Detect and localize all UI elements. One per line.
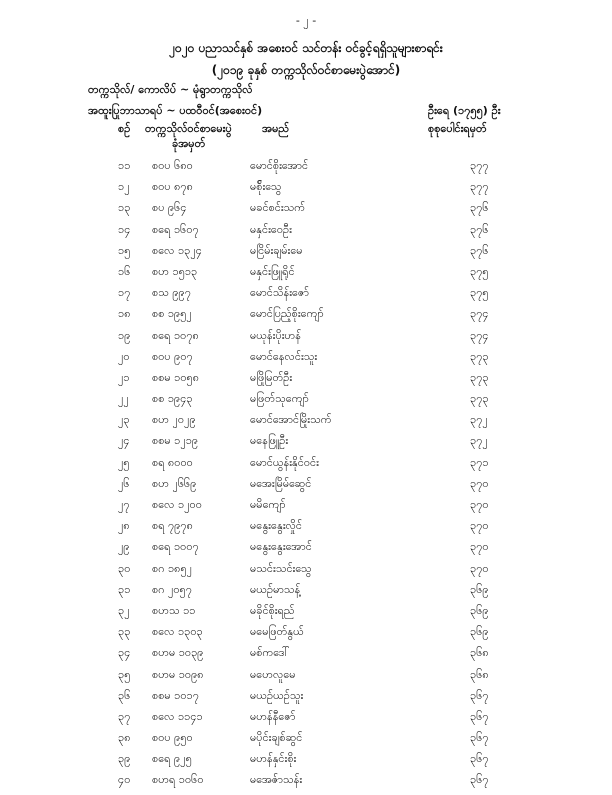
row-code: စဟ ၂၀၂၉ xyxy=(152,413,196,427)
row-no: ၃၆ xyxy=(118,688,131,702)
row-code: စစမ ၁၀၅၈ xyxy=(152,370,200,384)
row-score: ၃၇၃ xyxy=(470,349,489,363)
row-name: မနွေးနွေးအောင် xyxy=(250,540,312,554)
table-row xyxy=(0,456,612,477)
row-no: ၃၂ xyxy=(118,603,130,617)
document-subtitle: (၂၀၁၉ ခုနှစ် တက္ကသိုလ်ဝင်စာမေးပွဲအောင်) xyxy=(211,63,401,77)
row-name: မခိုင်စိုးရည် xyxy=(250,603,295,617)
row-code: စဝပ ၆၈၀ xyxy=(152,159,193,172)
row-name: မနှင်းဖြူရိုင် xyxy=(250,264,295,278)
row-score: ၃၆၇ xyxy=(470,773,489,787)
table-row xyxy=(0,773,612,794)
row-no: ၂၀ xyxy=(118,349,130,363)
row-code: စစ ၁၉၅၂ xyxy=(152,307,192,321)
row-code: စဟသ ၁၁ xyxy=(152,603,196,617)
row-score: ၃၇၃ xyxy=(470,370,489,384)
row-no: ၂၂ xyxy=(118,392,129,406)
row-no: ၂၉ xyxy=(118,540,130,554)
row-code: စရေ ၁၀၀၇ xyxy=(152,540,199,554)
row-no: ၁၆ xyxy=(118,264,131,278)
row-name: မဟန်နီဇော် xyxy=(250,709,296,723)
row-name: မောင်သိန်းဇော် xyxy=(250,286,310,300)
results-table xyxy=(0,159,612,795)
row-code: စဟမ ၁၀၃၉ xyxy=(152,646,204,660)
row-name: မယဉ်ယဉ်သူး xyxy=(250,688,304,702)
table-row xyxy=(0,180,612,201)
header-no: စဉ် xyxy=(118,122,131,135)
table-row xyxy=(0,689,612,710)
row-score: ၃၇၇ xyxy=(470,159,489,172)
row-no: ၂၈ xyxy=(118,519,130,533)
row-no: ၂၆ xyxy=(118,476,130,490)
row-no: ၁၇ xyxy=(118,286,131,300)
row-no: ၃၉ xyxy=(118,752,131,766)
row-name: မစ်ကဒေါ် xyxy=(250,646,290,660)
row-score: ၃၆၈ xyxy=(470,646,489,660)
row-code: စဂ ၁၈၅၂ xyxy=(152,561,193,575)
table-row xyxy=(0,329,612,350)
row-name: မနှင်းဝေဦး xyxy=(250,222,292,236)
row-code: စရေ ၁၀၇၈ xyxy=(152,328,199,342)
row-name: မနွေးနွေးလှိုင် xyxy=(250,519,303,533)
row-no: ၁၃ xyxy=(118,201,131,215)
table-row xyxy=(0,498,612,519)
row-code: စဟ ၁၅၁၃ xyxy=(152,264,198,278)
row-name: မောင်ယွန်းနိုင်ဝင်း xyxy=(250,455,319,469)
row-name: မယဉ်မာသန့် xyxy=(250,582,301,596)
row-score: ၃၇၂ xyxy=(470,413,488,427)
row-no: ၃၈ xyxy=(118,731,131,745)
row-no: ၁၄ xyxy=(118,222,131,236)
row-name: မဟေလူမေ xyxy=(250,667,296,681)
table-row xyxy=(0,646,612,667)
row-name: မဖြိုမြတ်ဦး xyxy=(250,370,293,384)
row-code: စဝပ ၈၇၈ xyxy=(152,180,193,194)
row-name: မပိုင်းချစ်ဆွင် xyxy=(250,731,303,745)
table-row xyxy=(0,540,612,561)
row-name: မဟန်နှင်းစိုး xyxy=(250,752,297,766)
row-score: ၃၇၀ xyxy=(470,540,489,554)
row-score: ၃၆၇ xyxy=(470,752,489,766)
header-exam-number-sub: ခုံအမှတ် xyxy=(172,137,206,150)
row-code: စရ ၇၉၇၈ xyxy=(152,519,193,533)
row-code: စလေ ၁၁၄၁ xyxy=(152,709,203,723)
row-name: မနေဖြူဦး xyxy=(250,434,289,448)
row-no: ၁၉ xyxy=(118,328,131,342)
row-name: မယုန်းပိုးဟန် xyxy=(250,328,301,342)
row-score: ၃၇၀ xyxy=(470,476,489,490)
row-name: မောင်အောင်မြိုးသက် xyxy=(250,413,332,427)
table-row xyxy=(0,434,612,455)
row-name: မဖြတ်သုကျော် xyxy=(250,392,309,406)
table-row xyxy=(0,625,612,646)
count-line: ဦးရေ (၁၇၅၅) ဦး xyxy=(428,104,501,117)
row-code: စရေ ၁၆၀၇ xyxy=(152,222,199,236)
row-score: ၃၆၇ xyxy=(470,731,489,745)
row-score: ၃၇၃ xyxy=(470,392,489,406)
row-no: ၄၀ xyxy=(118,773,131,787)
row-no: ၂၄ xyxy=(118,434,130,448)
row-name: မောင်ပြည့်စိုးကျော် xyxy=(250,307,324,321)
row-code: စရေ ၉၂၅ xyxy=(152,752,192,766)
table-row xyxy=(0,244,612,265)
row-score: ၃၆၉ xyxy=(470,582,489,596)
table-row xyxy=(0,159,612,180)
row-score: ၃၆၈ xyxy=(470,667,489,681)
row-code: စစမ ၁၂၁၉ xyxy=(152,434,199,448)
row-code: စရ ၈၀၀၀ xyxy=(152,455,193,469)
row-name: မမိကျော် xyxy=(250,498,286,511)
table-row xyxy=(0,731,612,752)
table-row xyxy=(0,562,612,583)
row-score: ၃၆၇ xyxy=(470,688,489,702)
table-row xyxy=(0,752,612,773)
row-no: ၂၁ xyxy=(118,370,130,384)
subject-line: အထူးပြုဘာသာရပ် ~ ပထဝီဝင်(အစေးဝင်) xyxy=(88,104,263,117)
row-name: မောင်စိုးအောင် xyxy=(250,159,309,172)
row-code: စလေ ၁၃၂၄ xyxy=(152,243,202,257)
table-row xyxy=(0,307,612,328)
header-total: စုစုပေါင်းရမှတ် xyxy=(428,122,487,135)
row-score: ၃၇၀ xyxy=(470,561,489,575)
table-row xyxy=(0,371,612,392)
row-code: စသ ၉၉၇ xyxy=(152,286,191,300)
row-no: ၃၄ xyxy=(118,646,131,660)
row-score: ၃၇၇ xyxy=(470,180,489,194)
row-score: ၃၇၅ xyxy=(470,286,489,300)
row-no: ၁၈ xyxy=(118,307,131,321)
header-exam-number: တက္ကသိုလ်ဝင်စာမေးပွဲ xyxy=(145,122,232,135)
table-row xyxy=(0,668,612,689)
row-score: ၃၆၉ xyxy=(470,603,489,617)
table-row xyxy=(0,710,612,731)
table-row xyxy=(0,477,612,498)
table-row xyxy=(0,413,612,434)
row-score: ၃၇၆ xyxy=(470,222,489,236)
row-name: မစ်ိုးသွေ xyxy=(250,180,282,194)
row-score: ၃၇၆ xyxy=(470,201,489,215)
row-score: ၃၇၀ xyxy=(470,519,489,533)
row-no: ၂၃ xyxy=(118,413,130,427)
row-no: ၃၀ xyxy=(118,561,131,575)
table-row xyxy=(0,350,612,371)
row-score: ၃၇၄ xyxy=(470,328,489,342)
row-code: စဟ ၂၆၆၉ xyxy=(152,476,197,490)
table-row xyxy=(0,392,612,413)
row-score: ၃၆၉ xyxy=(470,625,489,639)
row-code: စလေ ၁၃၀၃ xyxy=(152,625,203,639)
row-code: စဝပ ၉၅၀ xyxy=(152,731,193,745)
row-name: မအေဇ်ာသန်း xyxy=(250,773,303,787)
row-code: စပ ၉၆၄ xyxy=(152,201,187,215)
row-code: စဟရ ၁၀၆၀ xyxy=(152,773,204,787)
row-score: ၃၆၇ xyxy=(470,709,489,723)
row-no: ၃၇ xyxy=(118,709,131,723)
header-name: အမည် xyxy=(262,122,290,135)
document-title: ၂၀၂၀ ပညာသင်နှစ် အစေးဝင် သင်တန်း ဝင်ခွင့်ရရှိသူများစာရင်း xyxy=(169,41,443,55)
row-no: ၁၁ xyxy=(118,159,131,172)
row-no: ၁၂ xyxy=(118,180,130,194)
table-row xyxy=(0,201,612,222)
row-no: ၂၅ xyxy=(118,455,130,469)
table-row xyxy=(0,583,612,604)
row-code: စစ ၁၉၄၃ xyxy=(152,392,193,406)
table-row xyxy=(0,604,612,625)
row-score: ၃၇၆ xyxy=(470,243,489,257)
row-code: စလေ ၁၂၀၀ xyxy=(152,498,202,511)
row-name: မမေဖြတ်နွယ် xyxy=(250,625,304,639)
row-name: မသင်းသင်းသွေ xyxy=(250,561,312,575)
table-row xyxy=(0,519,612,540)
row-no: ၃၁ xyxy=(118,582,131,596)
row-code: စဝပ ၉၀၇ xyxy=(152,349,193,363)
row-name: မအေးမြိမ်ဆွေင် xyxy=(250,476,312,490)
row-code: စဂ ၂၀၅၇ xyxy=(152,582,192,596)
row-name: မငြိမ်းချမ်းမေ xyxy=(250,243,303,257)
table-row xyxy=(0,223,612,244)
row-name: မောင်နေလင်းသူး xyxy=(250,349,318,363)
row-code: စစမ ၁၀၁၇ xyxy=(152,688,199,702)
row-score: ၃၇၀ xyxy=(470,498,489,511)
row-score: ၃၇၂ xyxy=(470,434,488,448)
row-score: ၃၇၄ xyxy=(470,307,489,321)
page-number: - ၂ - xyxy=(295,14,317,27)
row-no: ၃၅ xyxy=(118,667,131,681)
row-score: ၃၇၁ xyxy=(470,455,489,469)
table-row xyxy=(0,265,612,286)
row-code: စဟမ ၁၀၉၈ xyxy=(152,667,204,681)
row-name: မခင်စင်းသက် xyxy=(250,201,306,215)
table-row xyxy=(0,286,612,307)
row-no: ၃၃ xyxy=(118,625,131,639)
row-no: ၂၇ xyxy=(118,498,130,511)
row-score: ၃၇၅ xyxy=(470,264,489,278)
row-no: ၁၅ xyxy=(118,243,131,257)
university-line: တက္ကသိုလ်/ ကောလိပ် ~ မုံရွာတက္ကသိုလ် xyxy=(88,83,253,96)
